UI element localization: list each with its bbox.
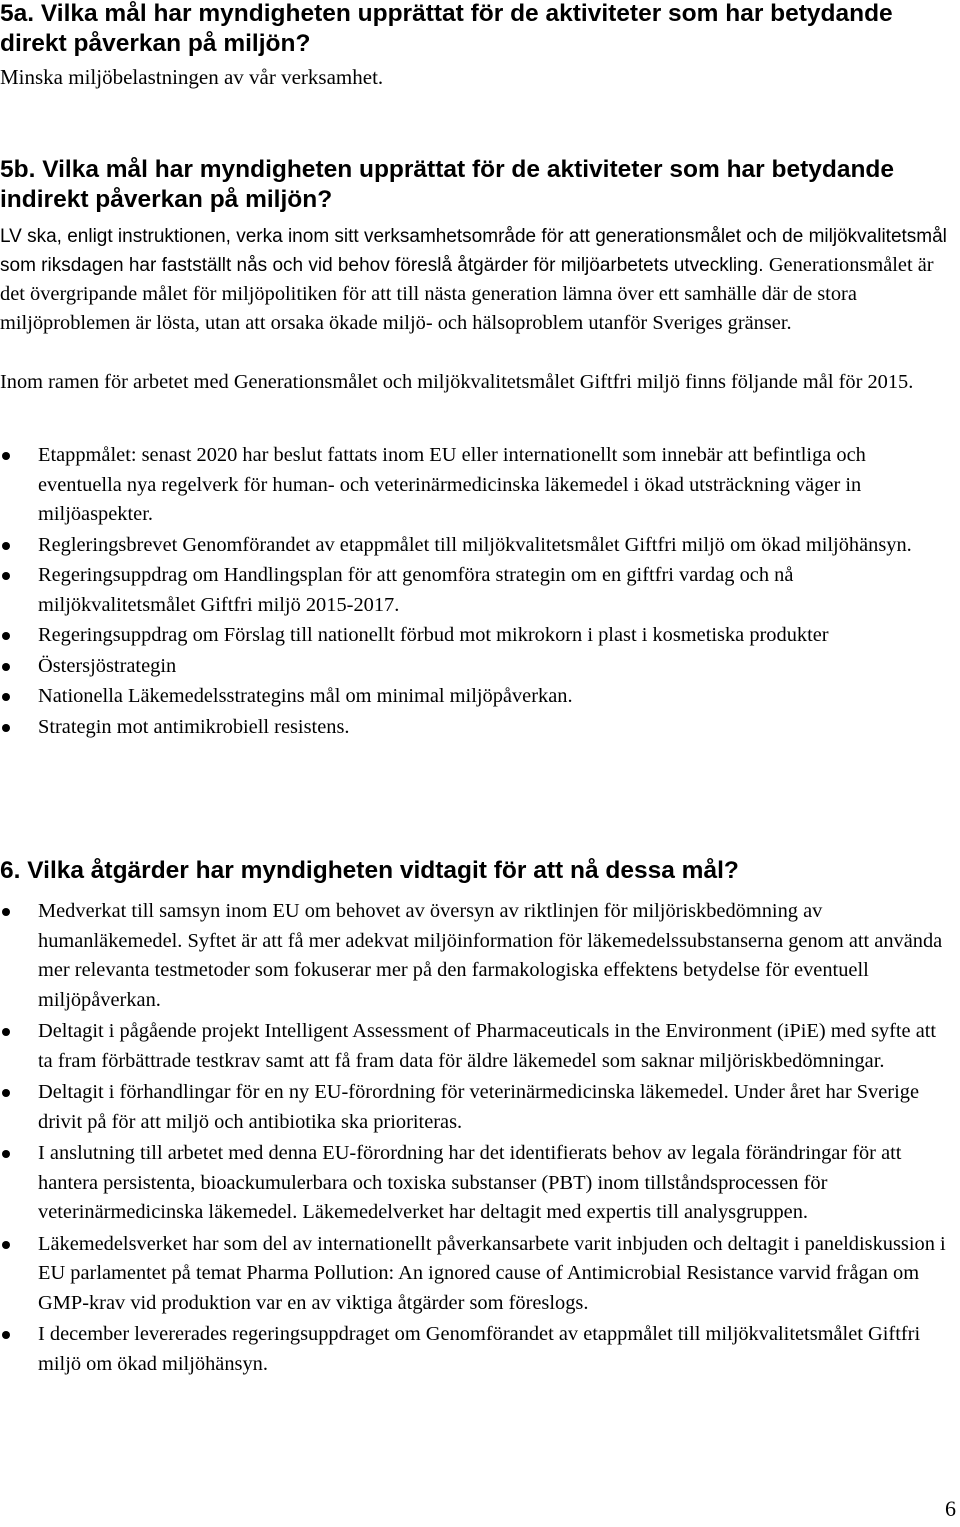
list-item (0, 441, 954, 530)
list-item-text: Läkemedelsverket har som del av internationellt påverkansarbete varit inbjuden och deltagit i paneldiskussion i EU parlamentet på temat Pharma Pollution: An ignored cause of Antimicrobial Resistance varvid frågan om GMP-krav vid produktion var en av viktiga åtgärder som föreslogs. (38, 1232, 946, 1314)
list-item (0, 682, 954, 712)
list-item-text: Nationella Läkemedelsstrategins mål om minimal miljöpåverkan. (38, 685, 573, 707)
list-item (0, 531, 954, 561)
list-item (0, 1230, 954, 1319)
bullet-icon (2, 908, 10, 916)
section-5a-answer: Minska miljöbelastningen av vår verksamhet. (0, 65, 384, 89)
list-item (0, 652, 954, 682)
bullet-icon (2, 572, 10, 580)
section-6-actions-list (0, 897, 954, 1381)
section-5b-intro-sans: LV ska, enligt instruktionen, verka inom sitt verksamhetsområde för att generationsmålet och de miljökvalitetsmål som riksdagen har fastställt nås och vid behov föreslå åtgärder för miljöarbetets utveckling. (0, 226, 947, 276)
list-item-text: Östersjöstrategin (38, 654, 177, 677)
list-item-text: Regleringsbrevet Genomförandet av etappmålet till miljökvalitetsmålet Giftfri miljö om ökad miljöhänsyn. (38, 533, 912, 556)
bullet-icon (2, 452, 10, 460)
bullet-icon (2, 663, 10, 671)
bullet-icon (2, 1150, 10, 1158)
page-number: 6 (945, 1496, 956, 1521)
list-item (0, 621, 954, 651)
bullet-icon (2, 1089, 10, 1097)
section-5b-goals-list (0, 441, 954, 743)
bullet-icon (2, 1028, 10, 1036)
bullet-icon (2, 693, 10, 701)
list-item-text: Regeringsuppdrag om Handlingsplan för att genomföra strategin om en giftfri vardag och nå miljökvalitetsmålet Giftfri miljö 2015-2017. (38, 564, 794, 616)
list-item (0, 1017, 954, 1076)
list-item-text: Etappmålet: senast 2020 har beslut fattats inom EU eller internationellt som innebär att befintliga och eventuella nya regelverk för human- och veterinärmedicinska läkemedel i ökad utsträckning väger in miljöaspekter. (38, 444, 866, 525)
list-item-text: Deltagit i förhandlingar för en ny EU-förordning för veterinärmedicinska läkemedel. Under året har Sverige drivit på för att miljö och antibiotika ska prioriteras. (38, 1081, 919, 1133)
list-item (0, 713, 954, 743)
bullet-icon (2, 1331, 10, 1339)
bullet-icon (2, 632, 10, 640)
list-item (0, 1139, 954, 1228)
section-6-heading: 6. Vilka åtgärder har myndigheten vidtagit för att nå dessa mål? (0, 857, 739, 884)
bullet-icon (2, 1241, 10, 1249)
section-5b-heading: 5b. Vilka mål har myndigheten upprättat för de aktiviteter som har betydande indirekt påverkan på miljön? (0, 156, 895, 213)
list-item-text: Regeringsuppdrag om Förslag till nationellt förbud mot mikrokorn i plast i kosmetiska produkter (38, 624, 829, 646)
section-5b-goals-intro: Inom ramen för arbetet med Generationsmålet och miljökvalitetsmålet Giftfri miljö finns följande mål för 2015. (0, 371, 914, 393)
list-item (0, 1320, 954, 1379)
section-5b-intro (0, 222, 954, 338)
section-5a-heading: 5a. Vilka mål har myndigheten upprättat för de aktiviteter som har betydande direkt påverkan på miljön? (0, 0, 893, 57)
list-item (0, 561, 954, 620)
section-5b-intro-serif: Generationsmålet är det övergripande målet för miljöpolitiken för att till nästa generation lämna över ett samhälle där de stora miljöproblemen är lösta, utan att orsaka ökade miljö- och hälsoproblem utanför Sveriges gränser. (0, 254, 934, 334)
bullet-icon (2, 724, 10, 732)
list-item-text: Medverkat till samsyn inom EU om behovet av översyn av riktlinjen för miljöriskbedömning av humanläkemedel. Syftet är att få mer adekvat miljöinformation för läkemedelssubstanserna genom att använda mer relevanta testmetoder som fokuserar mer på den farmakologiska effektens betydelse för eventuell miljöpåverkan. (38, 900, 943, 1011)
list-item-text: Strategin mot antimikrobiell resistens. (38, 715, 350, 738)
list-item (0, 897, 954, 1015)
list-item-text: Deltagit i pågående projekt Intelligent Assessment of Pharmaceuticals in the Environment (iPiE) med syfte att ta fram förbättrade testkrav samt att få fram data för äldre läkemedel som saknar miljöriskbedömningar. (38, 1020, 937, 1072)
list-item-text: I december levererades regeringsuppdraget om Genomförandet av etappmålet till miljökvalitetsmålet Giftfri miljö om ökad miljöhänsyn. (38, 1323, 921, 1375)
list-item-text: I anslutning till arbetet med denna EU-förordning har det identifierats behov av legala förändringar för att hantera persistenta, bioackumulerbara och toxiska substanser (PBT) inom tillståndsprocessen för veterinärmedicinska läkemedel. Läkemedelverket har deltagit med expertis till analysgruppen. (38, 1142, 902, 1223)
bullet-icon (2, 542, 10, 550)
list-item (0, 1078, 954, 1137)
